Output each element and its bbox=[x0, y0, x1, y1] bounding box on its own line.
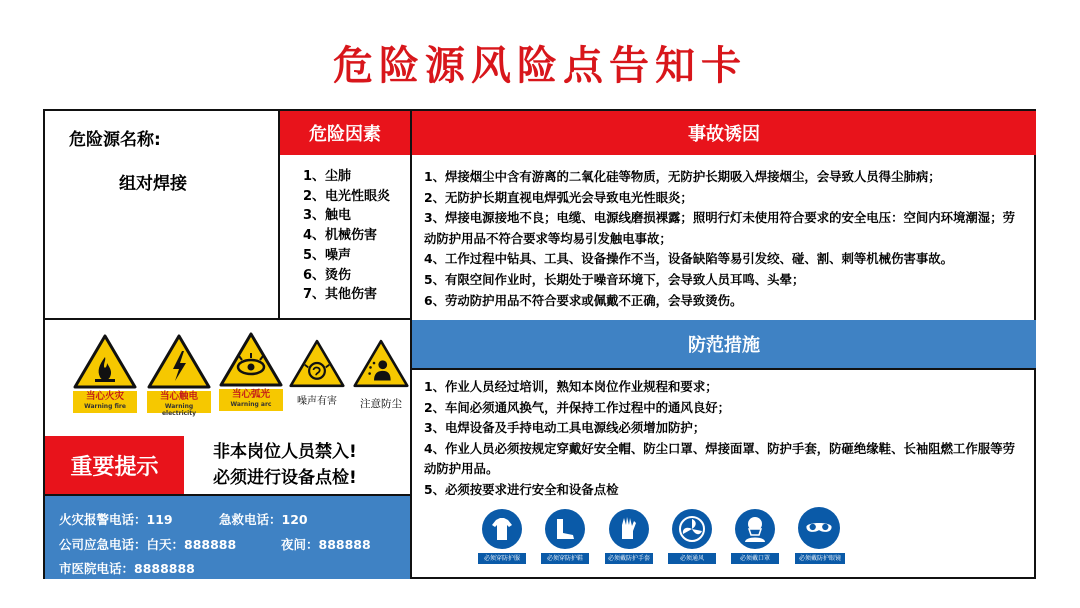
ppe-label: 必须戴防护手套 bbox=[605, 553, 653, 564]
ppe-label: 必须穿防护鞋 bbox=[541, 553, 589, 564]
list-item: 3、触电 bbox=[303, 208, 352, 224]
measures-heading: 防范措施 bbox=[412, 320, 1036, 368]
list-item: 2、车间必须通风换气，并保持工作过程中的通风良好； bbox=[424, 399, 730, 415]
noise-warning-icon bbox=[289, 338, 345, 388]
list-item: 7、其他伤害 bbox=[303, 287, 378, 303]
ppe-label: 必须戴防护眼镜 bbox=[795, 553, 845, 564]
important-line: 必须进行设备点检! bbox=[213, 468, 357, 488]
factors-list bbox=[303, 167, 390, 305]
list-item: 4、作业人员必须按规定穿戴好安全帽、防尘口罩、焊接面罩、防护手套，防砸绝缘鞋、长袖阻燃工作服等劳动防护用品。 bbox=[424, 440, 1015, 477]
contact-panel bbox=[45, 496, 410, 579]
electric-warning-label: 当心触电 Warning electricity bbox=[147, 391, 211, 413]
safety-shoes-icon bbox=[545, 509, 585, 549]
causes-heading: 事故诱因 bbox=[412, 111, 1036, 155]
company-night-phone: 夜间：888888 bbox=[281, 537, 371, 552]
fire-warning-icon bbox=[73, 333, 137, 389]
warning-signs bbox=[45, 320, 410, 430]
list-item: 4、机械伤害 bbox=[303, 228, 378, 244]
hazard-name-label: 危险源名称: bbox=[69, 130, 161, 150]
dust-mask-icon bbox=[735, 509, 775, 549]
list-item: 5、必须按要求进行安全和设备点检 bbox=[424, 481, 619, 497]
list-item: 5、噪声 bbox=[303, 247, 352, 263]
protective-clothing-icon bbox=[482, 509, 522, 549]
list-item: 6、烫伤 bbox=[303, 267, 352, 283]
measures-list bbox=[424, 377, 1024, 501]
list-item: 3、电焊设备及手持电动工具电源线必须增加防护； bbox=[424, 420, 706, 436]
ppe-label: 必须通风 bbox=[668, 553, 716, 564]
noise-warning-label: 噪声有害 bbox=[297, 396, 337, 407]
dust-warning-icon bbox=[353, 338, 409, 388]
list-item: 4、工作过程中钻具、工具、设备操作不当，设备缺陷等易引发绞、碰、割、刺等机械伤害事故。 bbox=[424, 251, 954, 267]
causes-list bbox=[424, 167, 1024, 311]
list-item: 2、电光性眼炎 bbox=[303, 188, 391, 204]
ppe-label: 必须穿防护服 bbox=[478, 553, 526, 564]
list-item: 6、劳动防护用品不符合要求或佩戴不正确，会导致烫伤。 bbox=[424, 292, 743, 308]
card-title: 危险源风险点告知卡 bbox=[333, 43, 747, 89]
list-item: 5、有限空间作业时，长期处于噪音环境下，会导致人员耳鸣、头晕； bbox=[424, 271, 805, 287]
dust-warning-label: 注意防尘 bbox=[360, 398, 402, 410]
important-label: 重要提示 bbox=[45, 436, 184, 494]
list-item: 1、作业人员经过培训，熟知本岗位作业规程和要求； bbox=[424, 379, 718, 394]
hazard-name-value: 组对焊接 bbox=[119, 174, 187, 194]
goggles-icon bbox=[798, 507, 840, 549]
ppe-signs bbox=[412, 499, 1036, 577]
fire-phone: 火灾报警电话：119 bbox=[59, 512, 173, 527]
important-text bbox=[213, 439, 357, 491]
important-line: 非本岗位人员禁入! bbox=[213, 442, 357, 462]
fire-warning-label: 当心火灾 Warning fire bbox=[73, 391, 137, 413]
ppe-label: 必须戴口罩 bbox=[731, 553, 779, 564]
emergency-phone: 急救电话：120 bbox=[219, 512, 308, 527]
list-item: 1、焊接烟尘中含有游离的二氧化硅等物质，无防护长期吸入焊接烟尘，会导致人员得尘肺病； bbox=[424, 169, 941, 184]
electric-warning-icon bbox=[147, 333, 211, 389]
ventilation-icon bbox=[672, 509, 712, 549]
gloves-icon bbox=[609, 509, 649, 549]
hospital-phone: 市医院电话：8888888 bbox=[59, 561, 195, 576]
factors-heading: 危险因素 bbox=[280, 111, 410, 155]
company-day-phone: 公司应急电话：白天：888888 bbox=[59, 537, 237, 552]
list-item: 3、焊接电源接地不良；电缆、电源线磨损裸露；照明行灯未使用符合要求的安全电压：空间内环境潮湿；劳动防护用品不符合要求等均易引发触电事故； bbox=[424, 210, 1015, 246]
arc-warning-icon bbox=[219, 331, 283, 387]
divider bbox=[412, 368, 1036, 370]
list-item: 1、尘肺 bbox=[303, 169, 352, 184]
list-item: 2、无防护长期直视电焊弧光会导致电光性眼炎； bbox=[424, 189, 693, 205]
hazard-card bbox=[43, 109, 1036, 579]
arc-warning-label: 当心弧光 Warning arc bbox=[219, 389, 283, 411]
